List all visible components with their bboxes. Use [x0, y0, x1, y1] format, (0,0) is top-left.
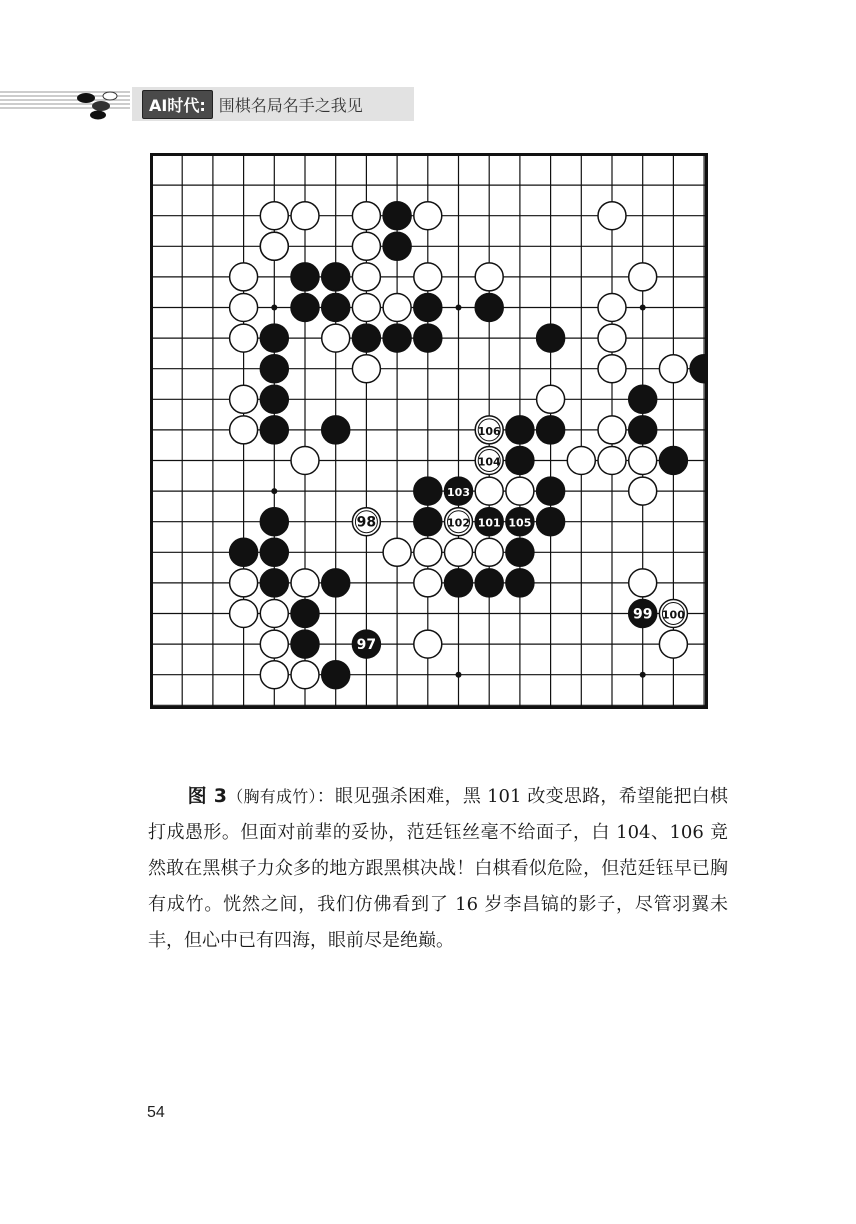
white-stone — [475, 477, 503, 505]
white-stone — [291, 202, 319, 230]
go-stone-icon — [103, 92, 117, 100]
star-point — [640, 305, 646, 311]
black-stone — [506, 416, 534, 444]
black-stone — [291, 630, 319, 658]
white-stone — [475, 538, 503, 566]
move-number-label: 98 — [356, 514, 377, 531]
black-stone — [260, 538, 288, 566]
white-stone — [230, 600, 258, 628]
white-stone — [230, 385, 258, 413]
white-stone — [598, 294, 626, 322]
book-title: 围棋名局名手之我见 — [218, 95, 363, 115]
white-stone — [445, 538, 473, 566]
black-stone — [475, 569, 503, 597]
black-stone — [629, 385, 657, 413]
white-stone — [260, 202, 288, 230]
black-stone — [537, 477, 565, 505]
white-stone — [230, 416, 258, 444]
black-stone — [322, 416, 350, 444]
black-stone — [260, 324, 288, 352]
black-stone — [537, 324, 565, 352]
black-stone — [383, 232, 411, 260]
white-stone — [260, 600, 288, 628]
black-stone — [414, 324, 442, 352]
white-stone — [260, 661, 288, 689]
move-number-label: 106 — [477, 424, 501, 438]
move-number-label: 99 — [632, 606, 653, 623]
black-stone — [383, 202, 411, 230]
white-stone — [352, 355, 380, 383]
white-stone — [598, 202, 626, 230]
black-stone — [260, 385, 288, 413]
black-stone — [322, 569, 350, 597]
white-stone — [414, 538, 442, 566]
white-stone — [291, 569, 319, 597]
white-stone — [230, 324, 258, 352]
white-stone — [322, 324, 350, 352]
black-stone — [291, 263, 319, 291]
running-header — [132, 87, 414, 121]
white-stone — [537, 385, 565, 413]
black-stone — [445, 569, 473, 597]
star-point — [271, 488, 277, 494]
white-stone — [629, 569, 657, 597]
black-stone — [291, 294, 319, 322]
white-stone — [475, 263, 503, 291]
black-stone — [537, 416, 565, 444]
white-stone — [352, 202, 380, 230]
white-stone — [260, 232, 288, 260]
move-number-label: 105 — [508, 516, 532, 530]
figure-subtitle: （胸有成竹） — [226, 787, 317, 806]
white-stone — [506, 477, 534, 505]
white-stone — [383, 294, 411, 322]
white-stone — [598, 324, 626, 352]
white-stone — [414, 263, 442, 291]
move-number-label: 97 — [356, 637, 377, 654]
black-stone — [322, 661, 350, 689]
caption-body: ：眼见强杀困难，黑 101 改变思路，希望能把白棋打成愚形。但面对前辈的妥协，范廷钰丝毫不给面子，白 104、106 竟然敢在黑棋子力众多的地方跟黑棋决战！白棋看似危险，但范廷钰早已胸有成竹。恍然之间，我们仿佛看到了 16 岁李昌镐的影子，尽管羽翼未丰，但心中已有四海，眼前尽是绝巅。 — [148, 786, 728, 951]
figure-caption — [148, 778, 728, 959]
white-stone — [383, 538, 411, 566]
white-stone — [659, 630, 687, 658]
black-stone — [352, 324, 380, 352]
go-stone-icon — [77, 93, 95, 103]
white-stone — [230, 569, 258, 597]
white-stone — [629, 447, 657, 475]
book-series-badge: AI时代: — [142, 90, 213, 119]
black-stone — [230, 538, 258, 566]
go-stone-icon — [92, 101, 110, 111]
star-point — [456, 305, 462, 311]
white-stone — [414, 569, 442, 597]
white-stone — [414, 630, 442, 658]
white-stone — [352, 232, 380, 260]
white-stone — [598, 355, 626, 383]
white-stone — [260, 630, 288, 658]
white-stone — [567, 447, 595, 475]
header-decoration — [0, 84, 150, 124]
black-stone — [322, 263, 350, 291]
black-stone — [537, 508, 565, 536]
white-stone — [629, 263, 657, 291]
black-stone — [506, 569, 534, 597]
white-stone — [291, 447, 319, 475]
white-stone — [352, 263, 380, 291]
white-stone — [598, 447, 626, 475]
black-stone — [414, 294, 442, 322]
white-stone — [659, 355, 687, 383]
black-stone — [475, 294, 503, 322]
black-stone — [414, 477, 442, 505]
move-number-label: 101 — [477, 516, 501, 530]
black-stone — [659, 447, 687, 475]
white-stone — [291, 661, 319, 689]
black-stone — [383, 324, 411, 352]
go-stone-icon — [90, 111, 106, 120]
star-point — [640, 672, 646, 678]
black-stone — [322, 294, 350, 322]
black-stone — [260, 569, 288, 597]
star-point — [456, 672, 462, 678]
move-number-label: 104 — [477, 455, 501, 469]
white-stone — [230, 294, 258, 322]
black-stone — [260, 508, 288, 536]
white-stone — [629, 477, 657, 505]
go-board-diagram — [150, 153, 708, 709]
black-stone — [260, 355, 288, 383]
star-point — [271, 305, 277, 311]
figure-number: 图 3 — [187, 785, 227, 807]
white-stone — [598, 416, 626, 444]
black-stone — [629, 416, 657, 444]
move-number-label: 100 — [661, 608, 685, 622]
black-stone — [506, 447, 534, 475]
page-number: 54 — [147, 1104, 165, 1121]
move-number-label: 103 — [447, 486, 470, 500]
white-stone — [230, 263, 258, 291]
black-stone — [414, 508, 442, 536]
black-stone — [291, 600, 319, 628]
black-stone — [506, 538, 534, 566]
white-stone — [414, 202, 442, 230]
move-number-label: 102 — [447, 516, 470, 530]
black-stone — [260, 416, 288, 444]
white-stone — [352, 294, 380, 322]
